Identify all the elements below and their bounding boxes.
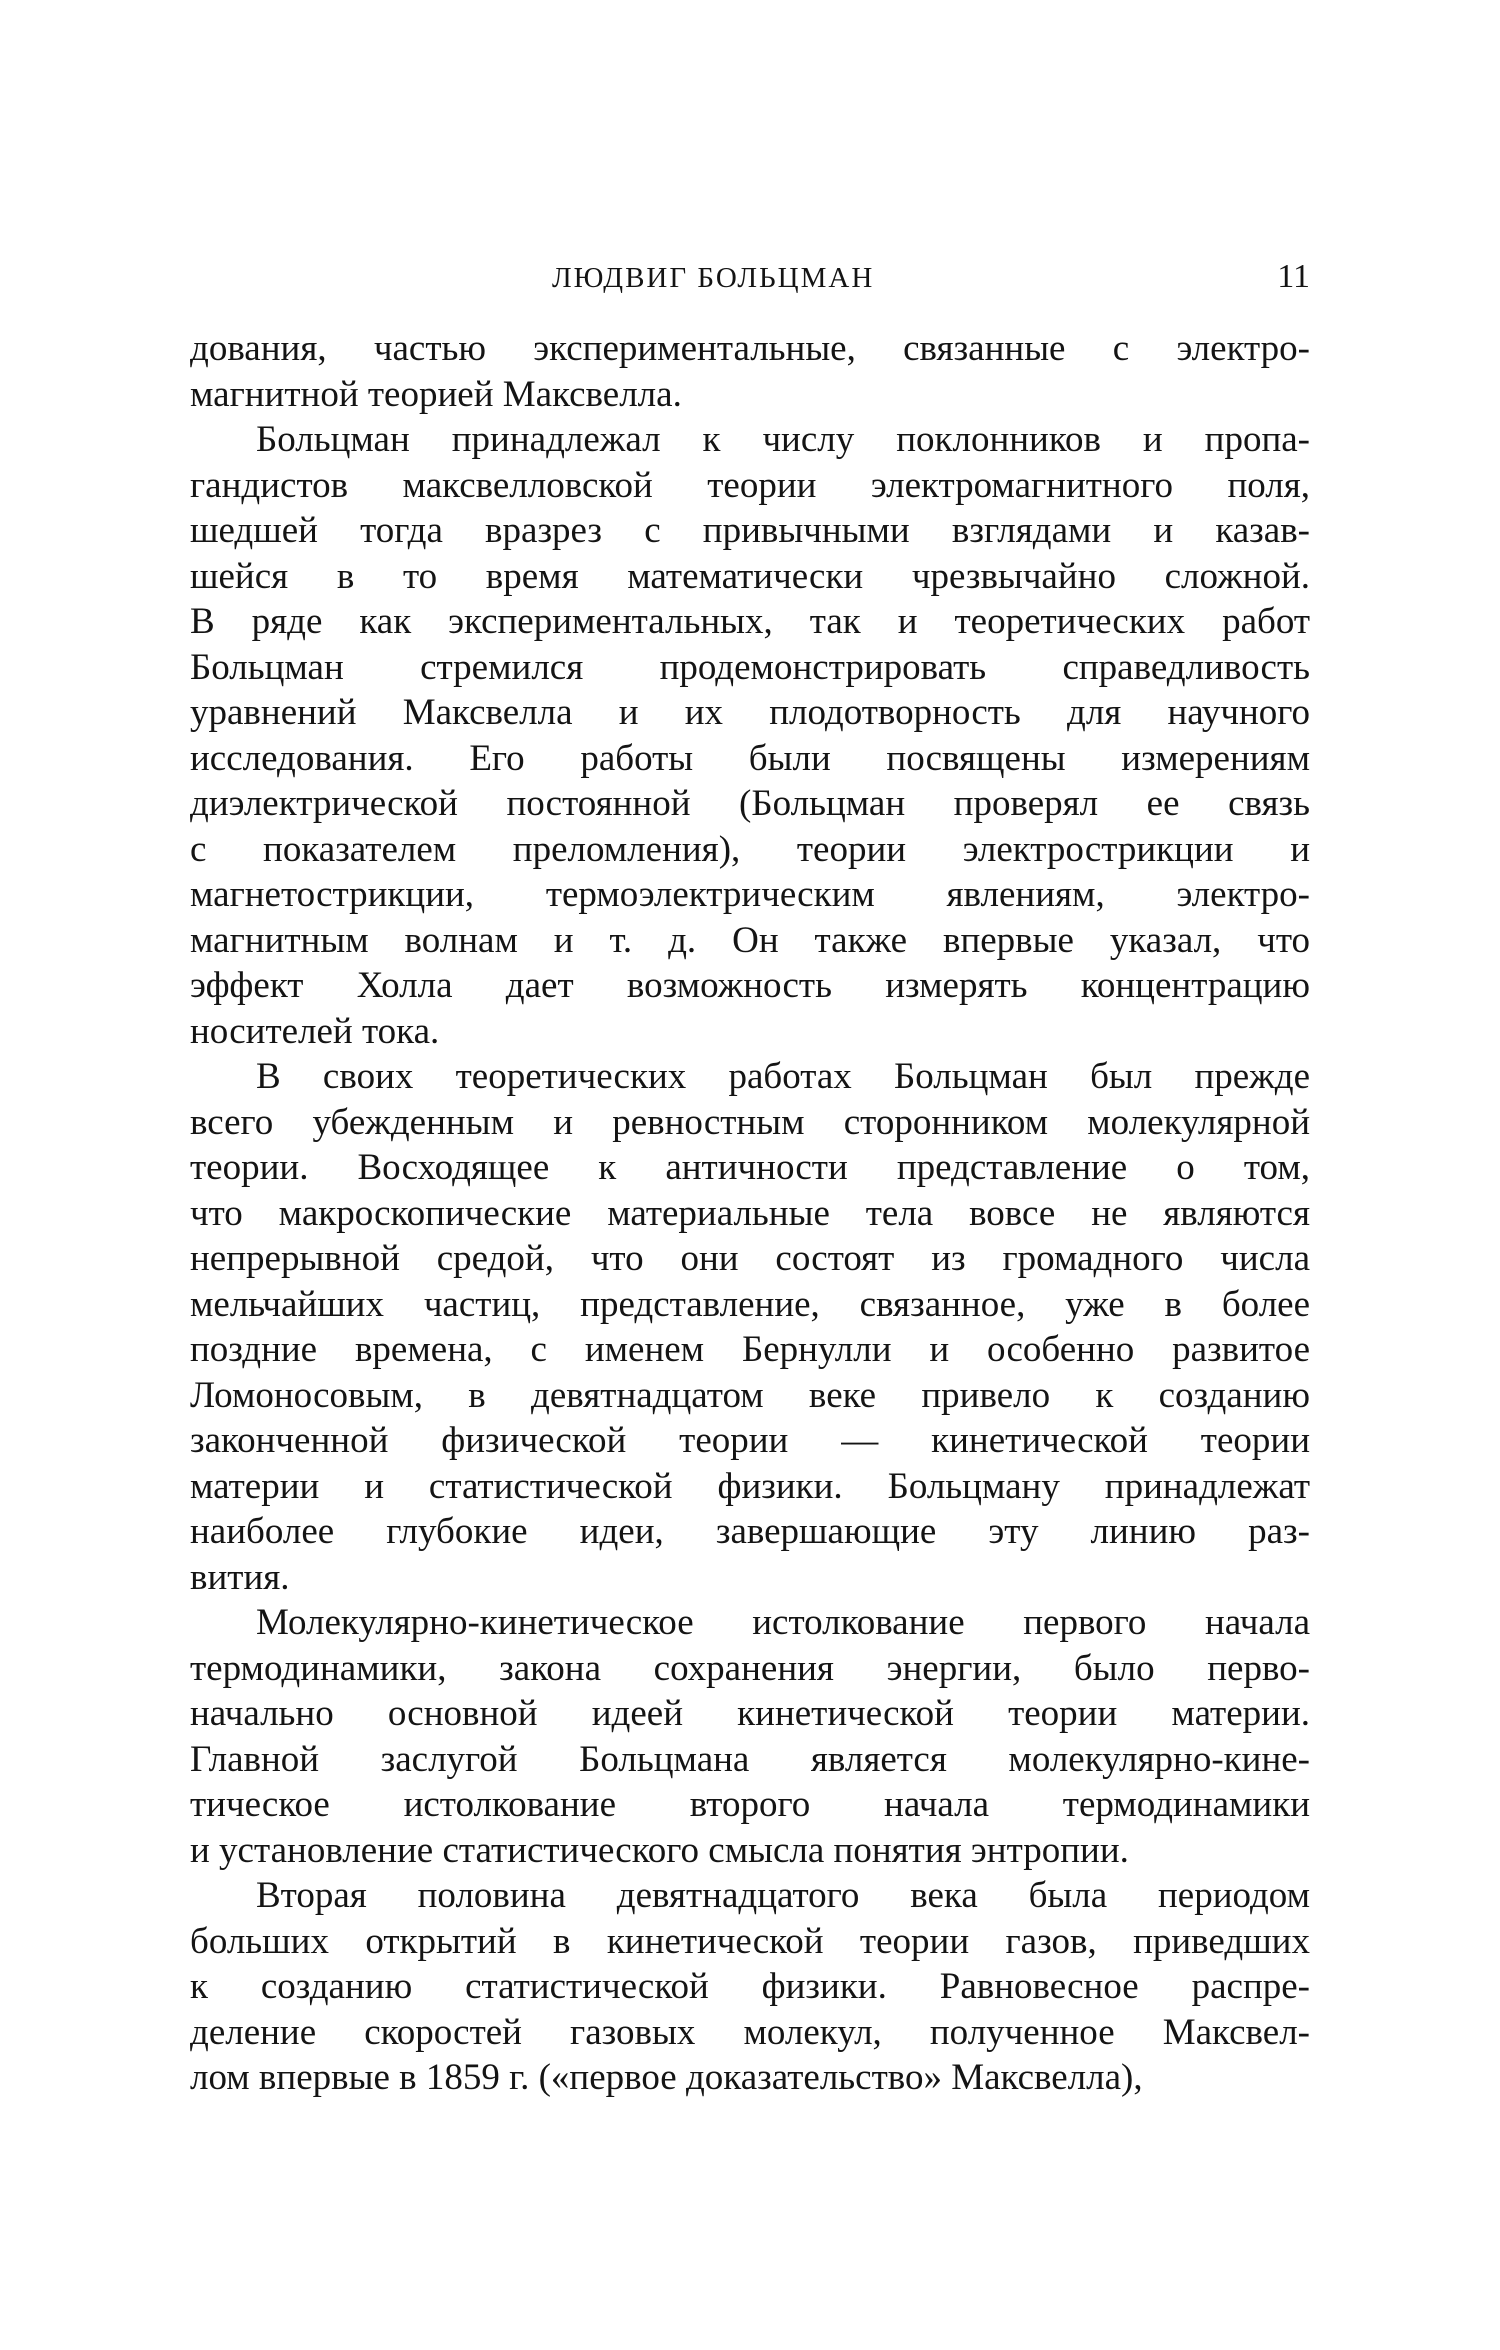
paragraph	[190, 417, 1310, 1054]
text-line: магнитной теорией Максвелла.	[190, 373, 682, 415]
text-line: Больцман принадлежал к числу поклонников и пропа-	[256, 419, 1310, 460]
paragraph	[190, 1873, 1310, 2101]
paragraph	[190, 326, 1310, 417]
paragraph	[190, 1600, 1310, 1873]
text-line: вития.	[190, 1556, 290, 1598]
running-title: ЛЮДВИГ БОЛЬЦМАН	[552, 262, 875, 294]
paragraph	[190, 1054, 1310, 1600]
text-line: магнитным волнам и т. д. Он также впервые указал, что	[190, 919, 1310, 961]
text-line: лом впервые в 1859 г. («первое доказательство» Максвелла),	[190, 2057, 1143, 2098]
text-line: В своих теоретических работах Больцман был прежде	[256, 1056, 1310, 1097]
text-line: эффект Холла дает возможность измерять концентрацию	[190, 965, 1310, 1006]
text-line: Молекулярно-кинетическое истолкование первого начала	[256, 1602, 1310, 1643]
text-line: законченной физической теории — кинетической теории	[190, 1420, 1310, 1461]
text-line: больших открытий в кинетической теории газов, приведших	[190, 1920, 1310, 1962]
text-line: Вторая половина девятнадцатого века была периодом	[256, 1875, 1310, 1916]
text-line: В ряде как экспериментальных, так и теоретических работ	[190, 601, 1310, 642]
text-line: шедшей тогда вразрез с привычными взглядами и казав-	[190, 510, 1310, 551]
text-line: термодинамики, закона сохранения энергии, было перво-	[190, 1647, 1310, 1689]
text-line: магнетострикции, термоэлектрическим явлениям, электро-	[190, 874, 1310, 915]
text-line: деление скоростей газовых молекул, полученное Максвел-	[190, 2011, 1310, 2053]
text-line: гандистов максвелловской теории электромагнитного поля,	[190, 464, 1310, 506]
text-line: тическое истолкование второго начала термодинамики	[190, 1784, 1310, 1825]
text-line: диэлектрической постоянной (Больцман проверял ее связь	[190, 783, 1310, 824]
text-line: непрерывной средой, что они состоят из громадного числа	[190, 1238, 1310, 1279]
page-number: 11	[1277, 258, 1310, 295]
text-line: материи и статистической физики. Больцману принадлежат	[190, 1465, 1310, 1507]
text-line: исследования. Его работы были посвящены измерениям	[190, 737, 1310, 779]
text-line: поздние времена, с именем Бернулли и особенно развитое	[190, 1329, 1310, 1370]
body-text	[190, 326, 1310, 2101]
text-line: что макроскопические материальные тела вовсе не являются	[190, 1192, 1310, 1234]
text-line: дования, частью экспериментальные, связанные с электро-	[190, 328, 1310, 369]
text-line: теории. Восходящее к античности представление о том,	[190, 1147, 1310, 1188]
text-line: шейся в то время математически чрезвычайно сложной.	[190, 555, 1310, 597]
text-line: Больцман стремился продемонстрировать справедливость	[190, 646, 1310, 688]
text-line: Главной заслугой Больцмана является молекулярно-кине-	[190, 1738, 1310, 1780]
text-line: мельчайших частиц, представление, связанное, уже в более	[190, 1283, 1310, 1325]
text-line: всего убежденным и ревностным сторонником молекулярной	[190, 1101, 1310, 1143]
text-line: и установление статистического смысла понятия энтропии.	[190, 1829, 1129, 1871]
text-line: носителей тока.	[190, 1010, 440, 1052]
text-line: к созданию статистической физики. Равновесное распре-	[190, 1966, 1310, 2007]
text-line: уравнений Максвелла и их плодотворность для научного	[190, 692, 1310, 733]
text-line: Ломоносовым, в девятнадцатом веке привело к созданию	[190, 1374, 1310, 1416]
text-line: начально основной идеей кинетической теории материи.	[190, 1693, 1310, 1734]
running-header	[190, 258, 1310, 302]
text-line: наиболее глубокие идеи, завершающие эту линию раз-	[190, 1511, 1310, 1552]
text-line: с показателем преломления), теории электрострикции и	[190, 828, 1310, 870]
